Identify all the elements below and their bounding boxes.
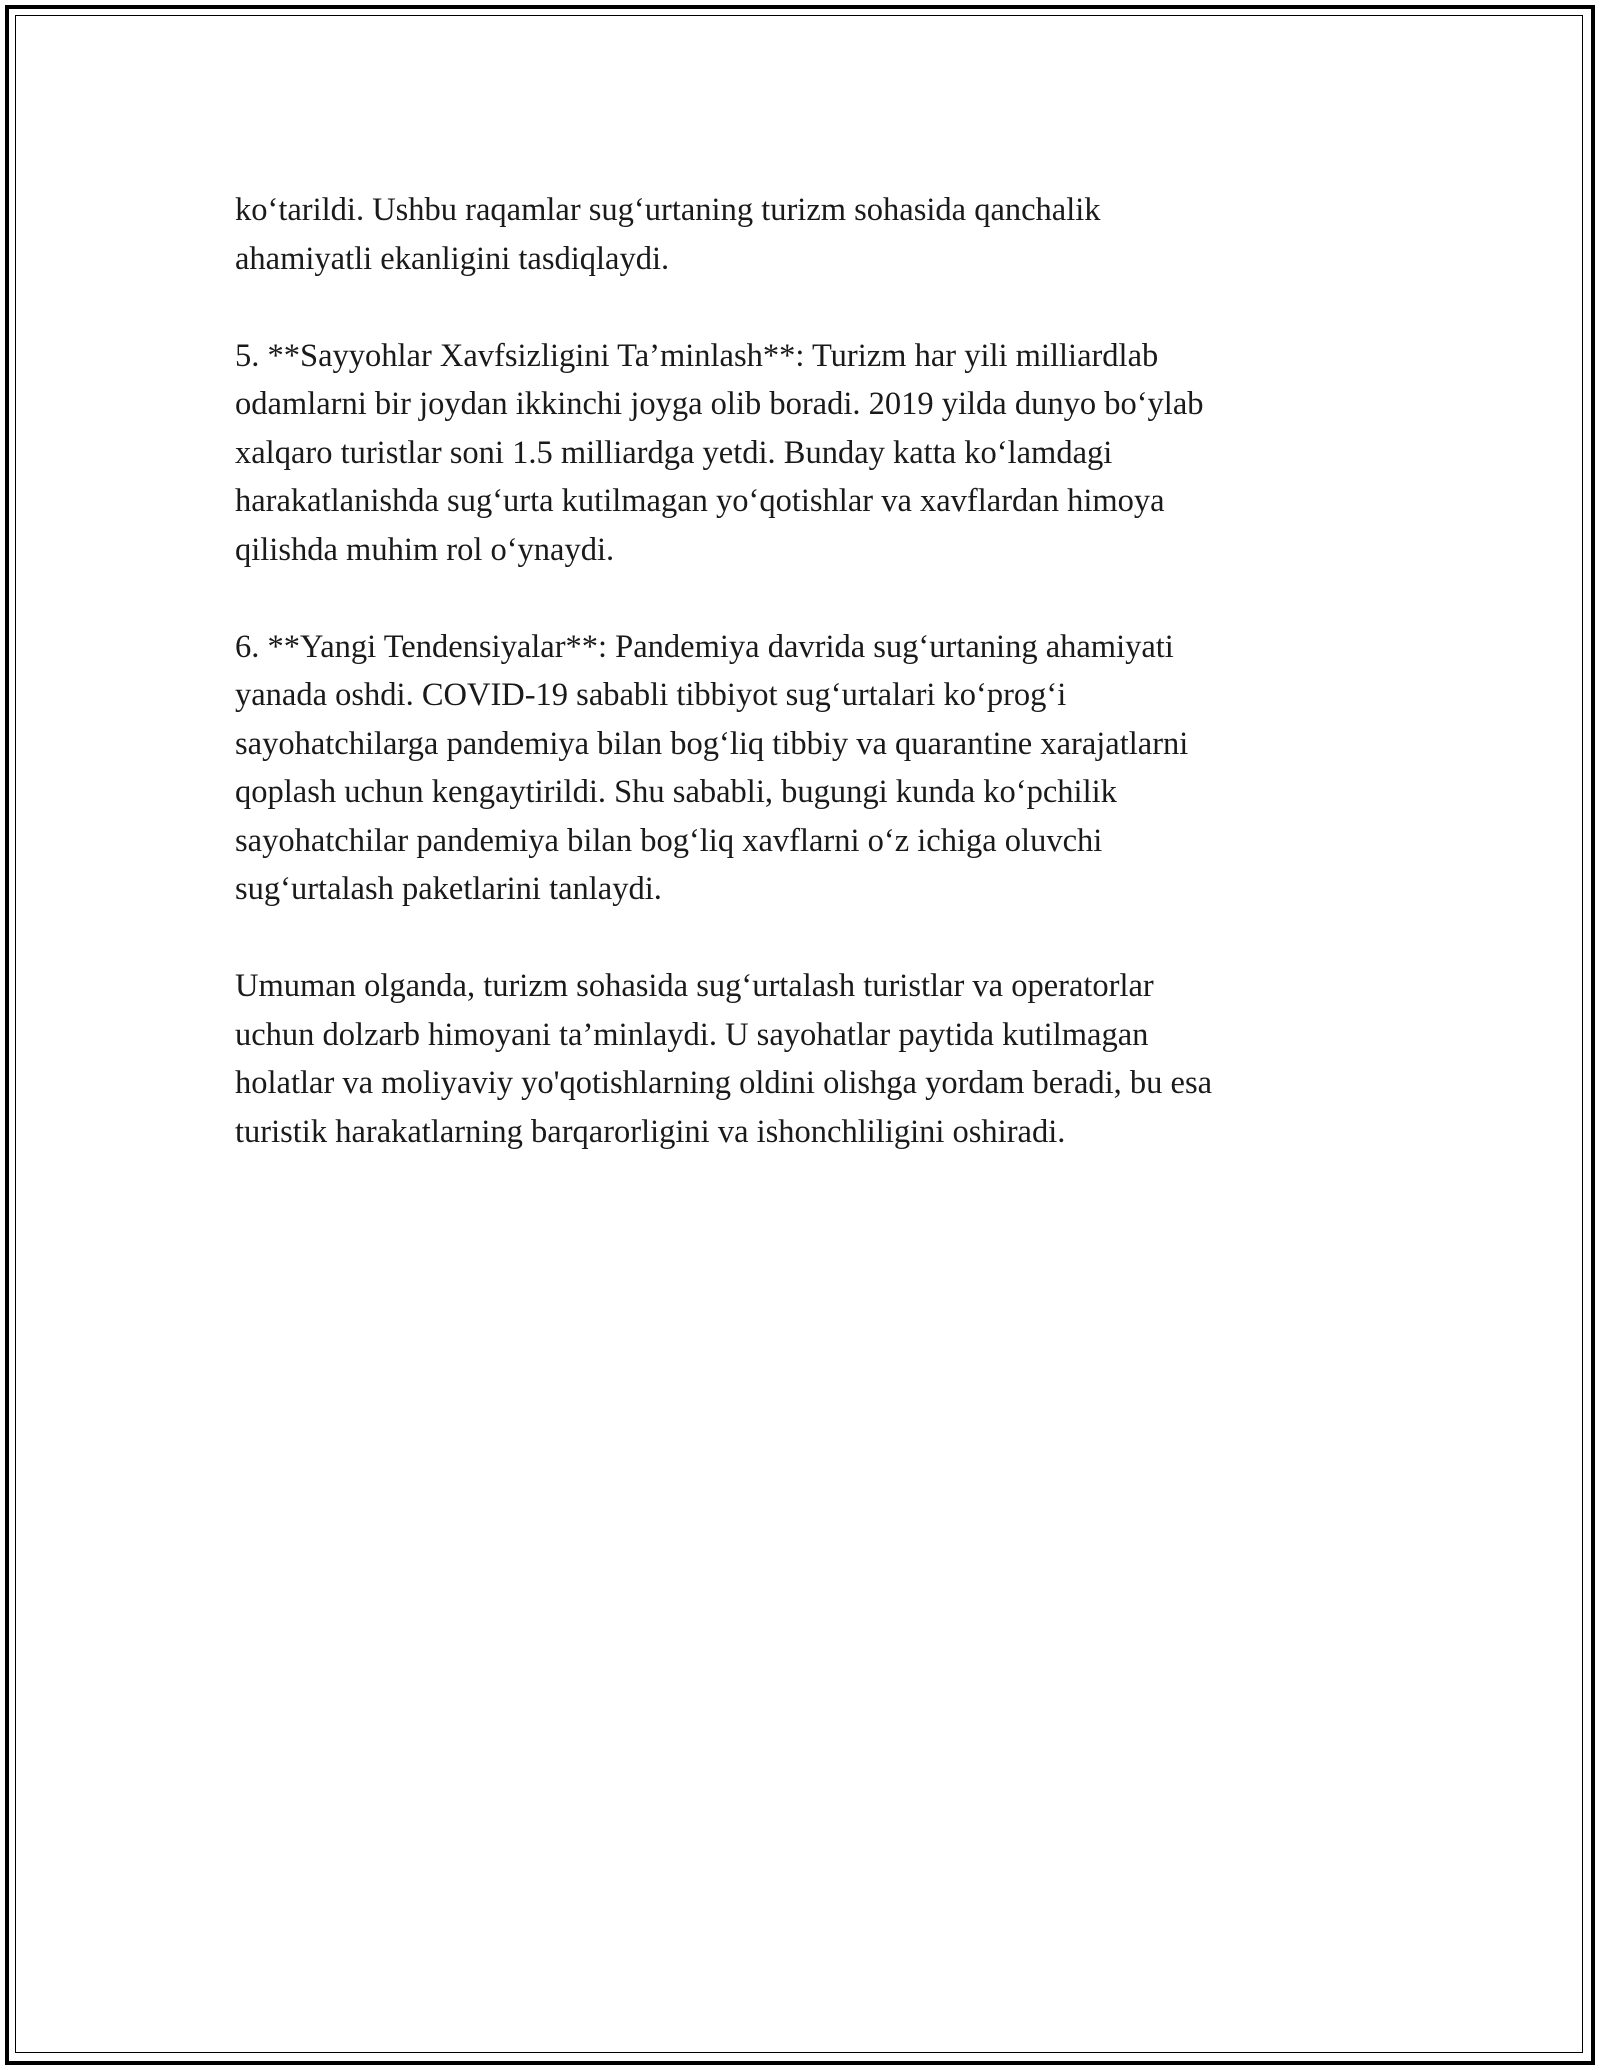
paragraph-continuation: ko‘tarildi. Ushbu raqamlar sug‘urtaning turizm sohasida qanchalik ahamiyatli ekanligini tasdiqlaydi.: [235, 192, 1101, 277]
paragraph-conclusion: Umuman olganda, turizm sohasida sug‘urtalash turistlar va operatorlar uchun dolzarb himoyani ta’minlaydi. U sayohatlar paytida kutilmagan holatlar va moliyaviy yo'qotishlarning oldini olishga yordam beradi, bu esa turistik harakatlarning barqarorligini va ishonchliligini oshiradi.: [235, 968, 1213, 1150]
paragraph-new-trends: 6. **Yangi Tendensiyalar**: Pandemiya davrida sug‘urtaning ahamiyati yanada oshdi. COVID-19 sababli tibbiyot sug‘urtalari ko‘prog‘i sayohatchilarga pandemiya bilan bog‘liq tibbiy va quarantine xarajatlarni qoplash uchun kengaytirildi. Shu sababli, bugungi kunda ko‘pchilik sayohatchilar pandemiya bilan bog‘liq xavflarni o‘z ichiga oluvchi sug‘urtalash paketlarini tanlaydi.: [235, 628, 1189, 907]
document-body: [235, 186, 1365, 1205]
paragraph-tourist-safety: 5. **Sayyohlar Xavfsizligini Ta’minlash**: Turizm har yili milliardlab odamlarni bir joydan ikkinchi joyga olib boradi. 2019 yilda dunyo bo‘ylab xalqaro turistlar soni 1.5 milliardga yetdi. Bunday katta ko‘lamdagi harakatlanishda sug‘urta kutilmagan yo‘qotishlar va xavflardan himoya qilishda muhim rol o‘ynaydi.: [235, 337, 1204, 568]
